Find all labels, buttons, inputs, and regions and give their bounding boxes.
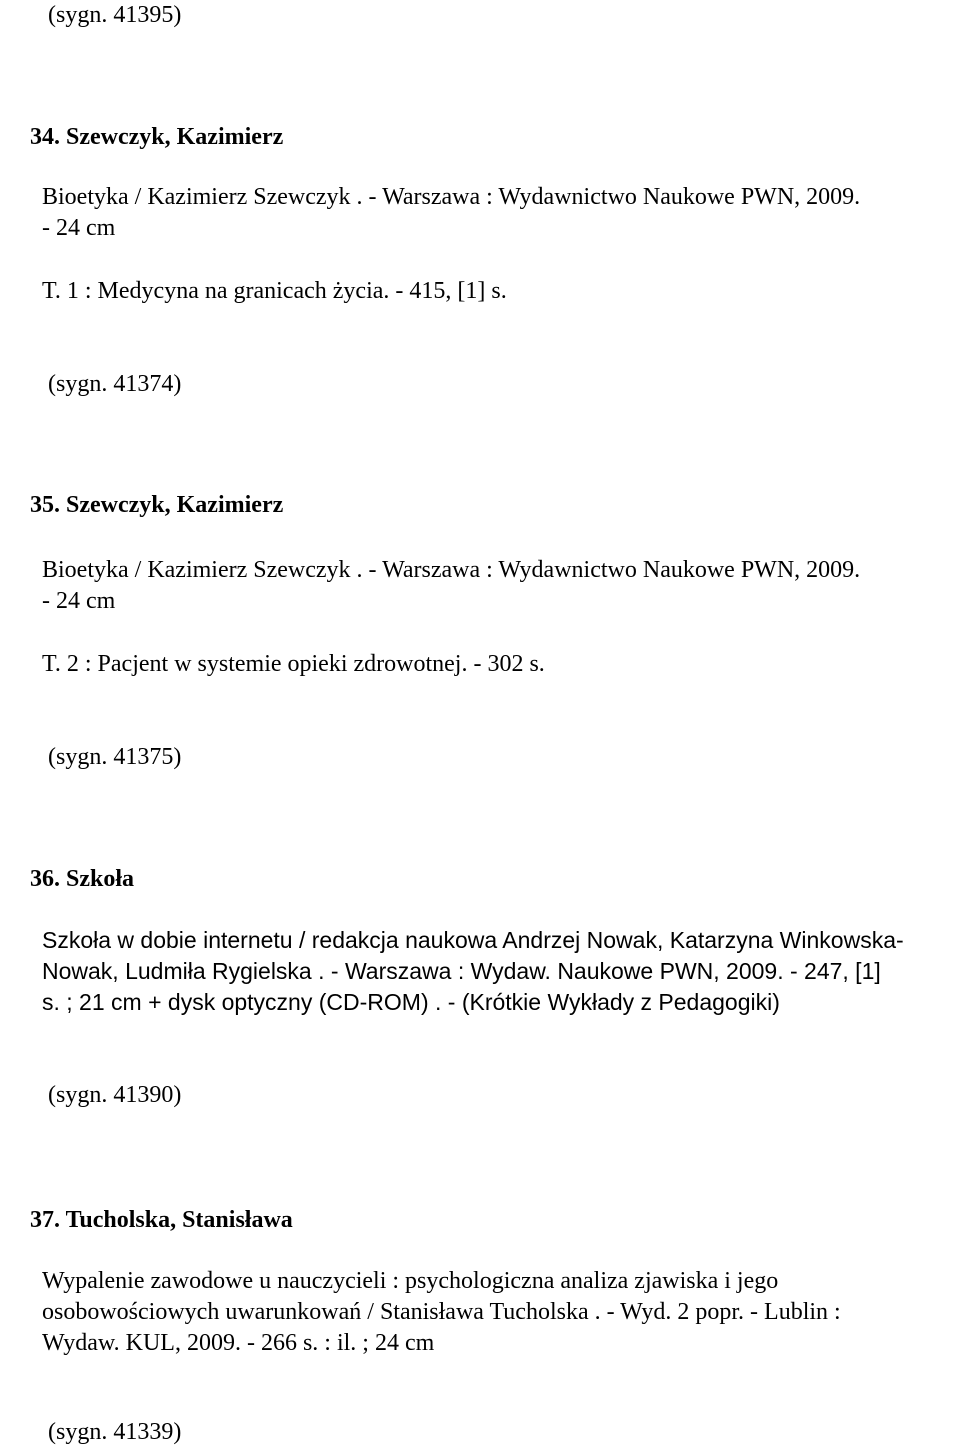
entry-heading — [30, 1205, 293, 1235]
entry-description-line: T. 1 : Medycyna na granicach życia. - 415, [1] s. — [42, 278, 507, 304]
entry-description-line: - 24 cm — [42, 215, 116, 241]
entry-author: Szewczyk, Kazimierz — [66, 492, 284, 518]
entry-number: 37. — [30, 1207, 60, 1233]
call-number: (sygn. 41395) — [48, 2, 182, 28]
entry-description-line: - 24 cm — [42, 588, 116, 614]
entry-description-line: s. ; 21 cm + dysk optyczny (CD-ROM) . - (Krótkie Wykłady z Pedagogiki) — [42, 989, 780, 1015]
entry-number: 36. — [30, 866, 60, 892]
entry-number: 35. — [30, 492, 60, 518]
call-number: (sygn. 41339) — [48, 1419, 182, 1445]
entry-description-line: osobowościowych uwarunkowań / Stanisława Tucholska . - Wyd. 2 popr. - Lublin : — [42, 1299, 841, 1325]
entry-description-line: Nowak, Ludmiła Rygielska . - Warszawa : Wydaw. Naukowe PWN, 2009. - 247, [1] — [42, 958, 881, 984]
entry-description-line: Wypalenie zawodowe u nauczycieli : psychologiczna analiza zjawiska i jego — [42, 1268, 779, 1294]
entry-heading — [30, 864, 134, 894]
entry-author: Szewczyk, Kazimierz — [66, 124, 284, 150]
entry-description-line: Wydaw. KUL, 2009. - 266 s. : il. ; 24 cm — [42, 1330, 435, 1356]
entry-description-line: T. 2 : Pacjent w systemie opieki zdrowotnej. - 302 s. — [42, 651, 545, 677]
entry-heading — [30, 490, 283, 520]
entry-description-line: Szkoła w dobie internetu / redakcja naukowa Andrzej Nowak, Katarzyna Winkowska- — [42, 927, 904, 953]
entry-author: Tucholska, Stanisława — [65, 1207, 293, 1233]
entry-description-line: Bioetyka / Kazimierz Szewczyk . - Warszawa : Wydawnictwo Naukowe PWN, 2009. — [42, 557, 861, 583]
entry-number: 34. — [30, 124, 60, 150]
entry-author: Szkoła — [66, 866, 135, 892]
call-number: (sygn. 41375) — [48, 744, 182, 770]
entry-description-line: Bioetyka / Kazimierz Szewczyk . - Warszawa : Wydawnictwo Naukowe PWN, 2009. — [42, 184, 861, 210]
call-number: (sygn. 41374) — [48, 371, 182, 397]
entry-heading — [30, 122, 283, 152]
call-number: (sygn. 41390) — [48, 1082, 182, 1108]
